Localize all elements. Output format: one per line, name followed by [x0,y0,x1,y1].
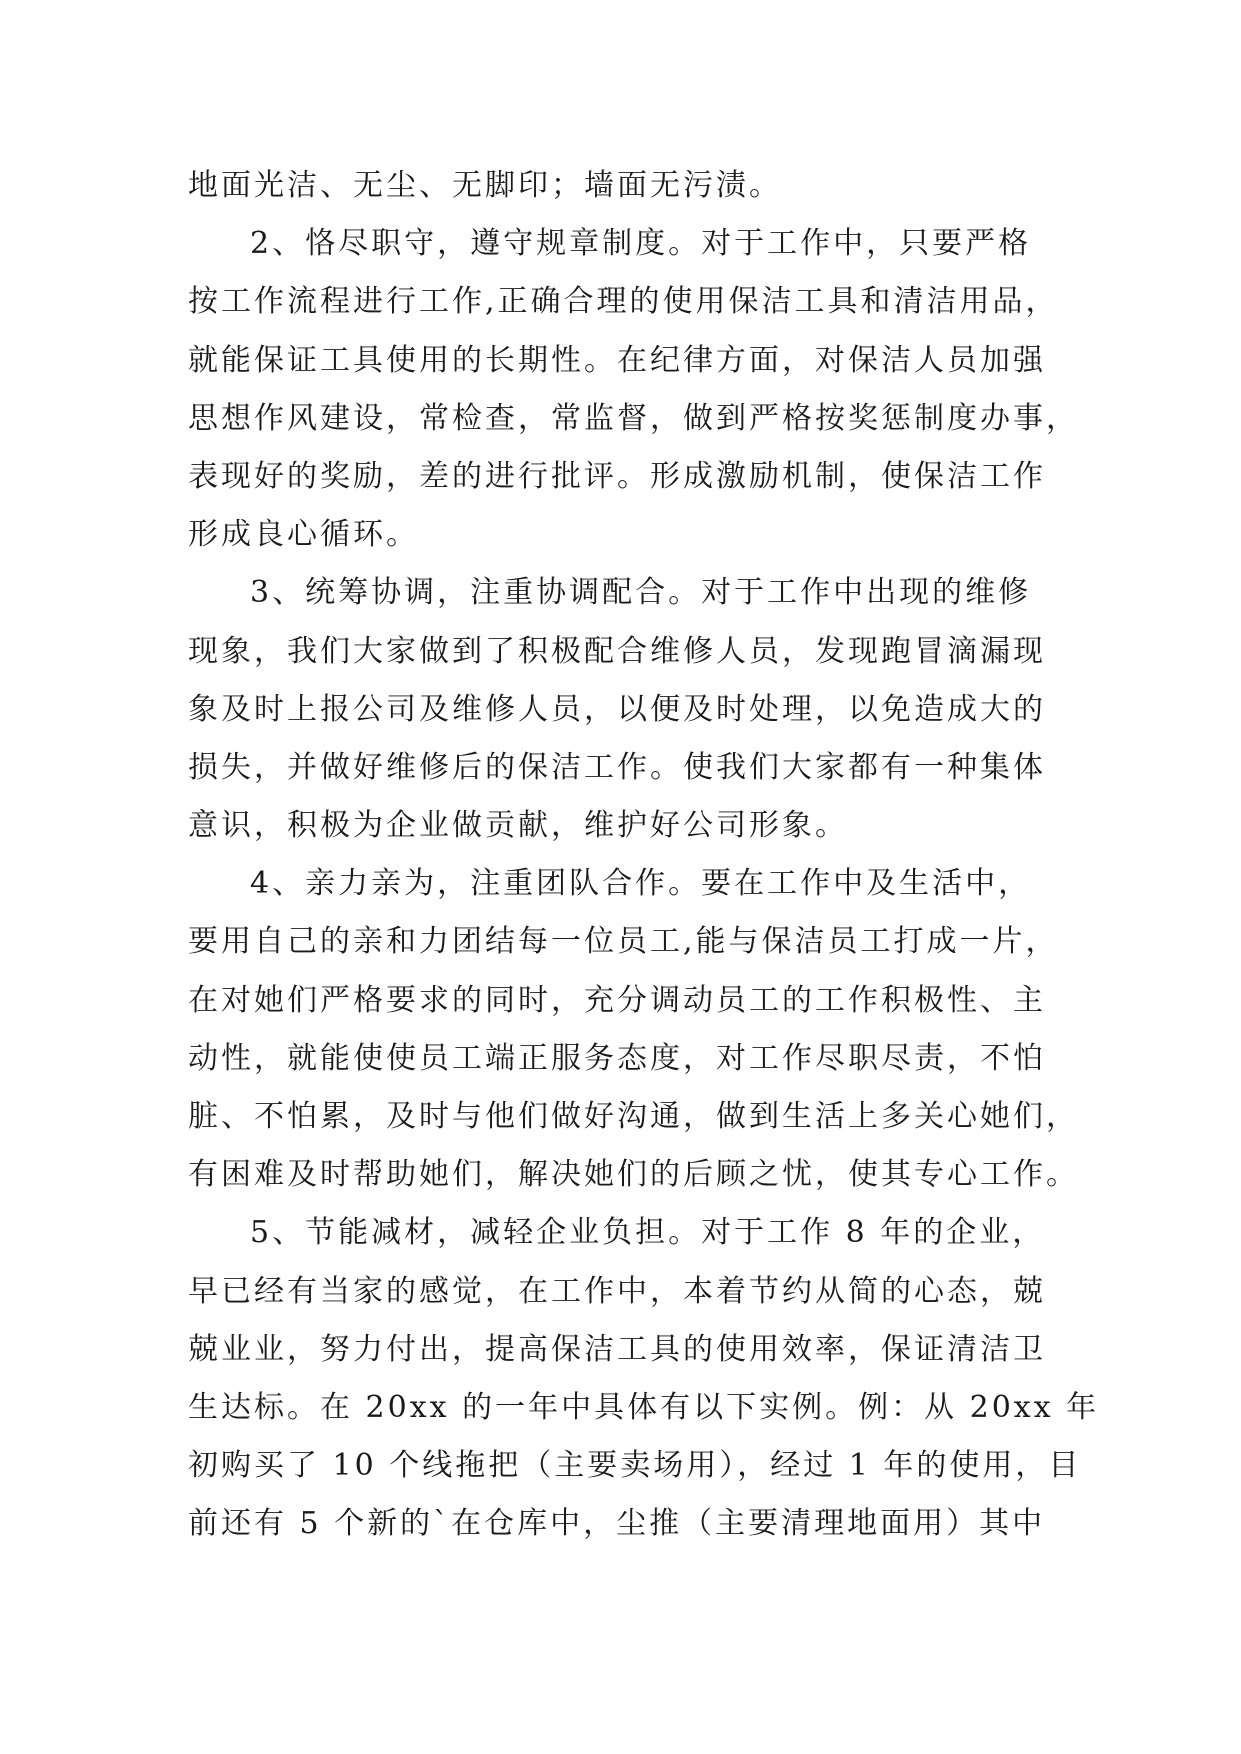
paragraph-start-line: 5、节能减材，减轻企业负担。对于工作 8 年的企业， [250,1215,1046,1251]
text-line: 有困难及时帮助她们，解决她们的后顾之忧，使其专心工作。 [188,1157,1079,1193]
text-line: 象及时上报公司及维修人员，以便及时处理，以免造成大的 [188,691,1046,727]
text-line: 表现好的奖励，差的进行批评。形成激励机制，使保洁工作 [188,458,1046,494]
paragraph-start-line: 4、亲力亲为，注重团队合作。要在工作中及生活中， [250,866,1032,902]
text-line: 地面光洁、无尘、无脚印；墙面无污渍。 [188,168,782,203]
text-line: 要用自己的亲和力团结每一位员工,能与保洁员工打成一片， [188,924,1059,960]
text-line: 思想作风建设，常检查，常监督，做到严格按奖惩制度办事， [188,400,1079,436]
text-line: 脏、不怕累，及时与他们做好沟通，做到生活上多关心她们， [188,1099,1079,1134]
text-line: 损失，并做好维修后的保洁工作。使我们大家都有一种集体 [188,749,1046,785]
text-line: 意识，积极为企业做贡献，维护好公司形象。 [188,808,848,844]
text-line: 形成良心循环。 [188,517,419,553]
paragraph-start-line: 3、统筹协调，注重协调配合。对于工作中出现的维修 [250,575,1032,611]
text-line: 动性，就能使使员工端正服务态度，对工作尽职尽责，不怕 [188,1040,1046,1076]
text-line: 初购买了 10 个线拖把（主要卖场用），经过 1 年的使用，目 [188,1448,1082,1484]
text-line: 在对她们严格要求的同时，充分调动员工的工作积极性、主 [188,982,1046,1018]
text-line: 按工作流程进行工作,正确合理的使用保洁工具和清洁用品， [188,284,1059,320]
paragraph-start-line: 2、恪尽职守，遵守规章制度。对于工作中，只要严格 [250,226,1032,262]
text-line: 生达标。在 20xx 的一年中具体有以下实例。例：从 20xx 年 [188,1389,1100,1425]
text-line: 现象，我们大家做到了积极配合维修人员，发现跑冒滴漏现 [188,633,1046,669]
document-body [188,157,1100,1554]
text-line: 就能保证工具使用的长期性。在纪律方面，对保洁人员加强 [188,342,1046,378]
text-line: 早已经有当家的感觉，在工作中，本着节约从简的心态，兢 [188,1273,1046,1309]
text-line: 兢业业，努力付出，提高保洁工具的使用效率，保证清洁卫 [188,1331,1046,1367]
text-line: 前还有 5 个新的`在仓库中，尘推（主要清理地面用）其中 [188,1506,1046,1542]
